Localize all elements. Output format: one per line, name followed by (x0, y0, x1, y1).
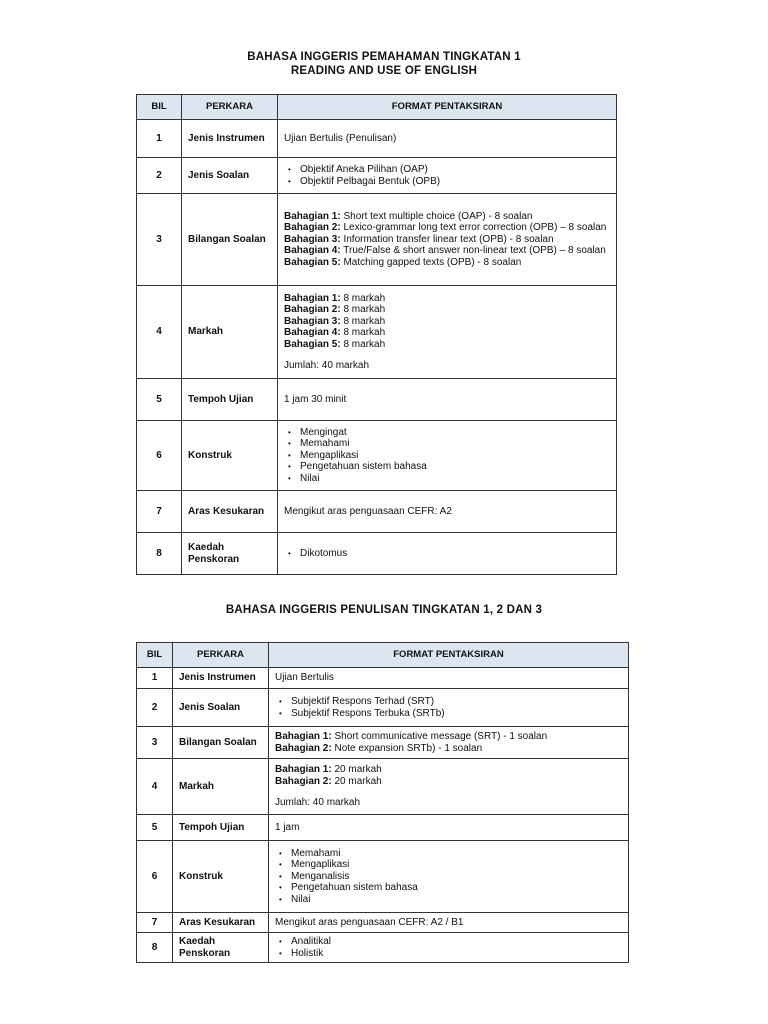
part-text: Short text multiple choice (OAP) - 8 soalan (340, 210, 533, 222)
row-number: 3 (137, 727, 173, 759)
list-item: • Subjektif Respons Terbuka (SRTb) (275, 708, 622, 720)
row-format: Ujian Bertulis (Penulisan) (278, 120, 617, 158)
row-format (278, 194, 617, 286)
part-text: Lexico-grammar long text error correction (OPB) – 8 soalan (340, 222, 607, 234)
part-line (275, 776, 622, 788)
part-label: Bahagian 2: (275, 775, 332, 787)
part-label: Bahagian 2: (284, 304, 341, 315)
row-item: Jenis Instrumen (173, 668, 269, 689)
header-perkara: PERKARA (173, 643, 269, 668)
list-item: • Nilai (284, 473, 610, 485)
header-perkara: PERKARA (182, 95, 278, 120)
part-label: Bahagian 5: (284, 256, 341, 268)
table-row (137, 727, 629, 759)
row-number: 6 (137, 421, 182, 491)
list-item: • Menganalisis (275, 871, 622, 883)
table-row (137, 379, 617, 421)
row-format (278, 533, 617, 575)
row-format: 1 jam (269, 815, 629, 841)
row-item: Bilangan Soalan (173, 727, 269, 759)
part-line (284, 234, 610, 246)
row-format (269, 933, 629, 963)
table-header-row (137, 95, 617, 120)
row-format (269, 759, 629, 815)
total-marks: Jumlah: 40 markah (275, 797, 361, 809)
table-row (137, 841, 629, 913)
row-number: 7 (137, 491, 182, 533)
part-line (284, 339, 610, 351)
part-label: Bahagian 3: (284, 315, 341, 327)
total-marks: Jumlah: 40 markah (284, 360, 370, 371)
list-item: • Memahami (284, 438, 610, 450)
assessment-table-reading (136, 94, 617, 575)
header-format: FORMAT PENTAKSIRAN (278, 95, 617, 120)
part-label: Bahagian 4: (284, 327, 341, 338)
row-item: Jenis Soalan (182, 158, 278, 194)
part-text: 8 markah (340, 338, 386, 350)
list-item: • Nilai (275, 894, 622, 906)
part-line (284, 293, 610, 305)
part-text: Matching gapped texts (OPB) - 8 soalan (340, 256, 522, 268)
list-item: • Subjektif Respons Terhad (SRT) (275, 696, 622, 708)
row-item: Kaedah Penskoran (173, 933, 269, 963)
table-row (137, 421, 617, 491)
row-format: 1 jam 30 minit (278, 379, 617, 421)
row-format (278, 286, 617, 379)
row-item: Aras Kesukaran (182, 491, 278, 533)
part-line (275, 731, 622, 743)
row-item: Konstruk (182, 421, 278, 491)
part-text: 8 markah (340, 304, 386, 315)
part-text: 8 markah (340, 327, 386, 338)
row-number: 3 (137, 194, 182, 286)
list-item: • Objektif Pelbagai Bentuk (OPB) (284, 176, 610, 188)
part-line (284, 211, 610, 223)
header-bil: BIL (137, 95, 182, 120)
part-line (275, 743, 622, 755)
table-row (137, 194, 617, 286)
row-item: Tempoh Ujian (173, 815, 269, 841)
part-text: Information transfer linear text (OPB) - 8 soalan (340, 233, 554, 245)
row-item: Tempoh Ujian (182, 379, 278, 421)
part-text: 20 markah (331, 775, 382, 787)
part-label: Bahagian 4: (284, 245, 341, 257)
part-label: Bahagian 1: (284, 292, 341, 304)
part-text: Short communicative message (SRT) - 1 soalan (331, 731, 548, 742)
list-item: • Mengaplikasi (284, 450, 610, 462)
row-number: 1 (137, 120, 182, 158)
row-number: 8 (137, 533, 182, 575)
part-text: 8 markah (340, 292, 386, 304)
part-text: True/False & short answer non-linear text (OPB) – 8 soalan (340, 245, 606, 257)
row-number: 8 (137, 933, 173, 963)
list-item: • Dikotomus (284, 548, 610, 560)
table-row (137, 533, 617, 575)
row-number: 2 (137, 689, 173, 727)
part-label: Bahagian 1: (275, 731, 332, 742)
row-number: 2 (137, 158, 182, 194)
row-format (269, 841, 629, 913)
table2-title: BAHASA INGGERIS PENULISAN TINGKATAN 1, 2 DAN 3 (225, 604, 543, 616)
part-line (284, 316, 610, 328)
part-line (284, 304, 610, 316)
table1-title-line2: READING AND USE OF ENGLISH (290, 65, 478, 77)
row-item: Jenis Soalan (173, 689, 269, 727)
row-format: Ujian Bertulis (269, 668, 629, 689)
row-item: Aras Kesukaran (173, 913, 269, 933)
part-label: Bahagian 1: (284, 210, 341, 222)
row-item: Kaedah Penskoran (182, 533, 278, 575)
row-item: Markah (173, 759, 269, 815)
table-row (137, 286, 617, 379)
part-label: Bahagian 3: (284, 233, 341, 245)
row-format (278, 421, 617, 491)
row-number: 5 (137, 815, 173, 841)
part-line (275, 764, 622, 776)
table-row (137, 668, 629, 689)
part-line (284, 245, 610, 257)
row-format (269, 689, 629, 727)
list-item: • Pengetahuan sistem bahasa (275, 882, 622, 894)
table-row (137, 933, 629, 963)
list-item: • Holistik (275, 948, 622, 960)
table1-title-line1: BAHASA INGGERIS PEMAHAMAN TINGKATAN 1 (247, 51, 521, 63)
table-header-row (137, 643, 629, 668)
table-row (137, 158, 617, 194)
table-row (137, 491, 617, 533)
list-item: • Mengaplikasi (275, 859, 622, 871)
part-line (284, 327, 610, 339)
part-line (284, 222, 610, 234)
list-item: • Memahami (275, 848, 622, 860)
part-label: Bahagian 2: (284, 222, 341, 234)
row-number: 4 (137, 759, 173, 815)
header-bil: BIL (137, 643, 173, 668)
list-item: • Objektif Aneka Pilihan (OAP) (284, 164, 610, 176)
row-number: 5 (137, 379, 182, 421)
table-row (137, 120, 617, 158)
assessment-table-writing (136, 642, 629, 963)
row-item: Konstruk (173, 841, 269, 913)
list-item: • Analitikal (275, 936, 622, 948)
table-row (137, 689, 629, 727)
part-line (284, 257, 610, 269)
part-text: 8 markah (340, 315, 386, 327)
part-label: Bahagian 5: (284, 338, 341, 350)
row-number: 7 (137, 913, 173, 933)
row-item: Bilangan Soalan (182, 194, 278, 286)
table-row (137, 913, 629, 933)
row-format (278, 158, 617, 194)
row-item: Jenis Instrumen (182, 120, 278, 158)
row-number: 6 (137, 841, 173, 913)
part-text: 20 markah (331, 764, 382, 776)
table-row (137, 759, 629, 815)
part-label: Bahagian 1: (275, 764, 332, 776)
row-item: Markah (182, 286, 278, 379)
part-label: Bahagian 2: (275, 742, 332, 754)
row-format: Mengikut aras penguasaan CEFR: A2 / B1 (269, 913, 629, 933)
list-item: • Mengingat (284, 427, 610, 439)
row-format: Mengikut aras penguasaan CEFR: A2 (278, 491, 617, 533)
row-number: 1 (137, 668, 173, 689)
table-row (137, 815, 629, 841)
row-number: 4 (137, 286, 182, 379)
part-text: Note expansion SRTb) - 1 soalan (331, 742, 483, 754)
list-item: • Pengetahuan sistem bahasa (284, 461, 610, 473)
header-format: FORMAT PENTAKSIRAN (269, 643, 629, 668)
row-format (269, 727, 629, 759)
